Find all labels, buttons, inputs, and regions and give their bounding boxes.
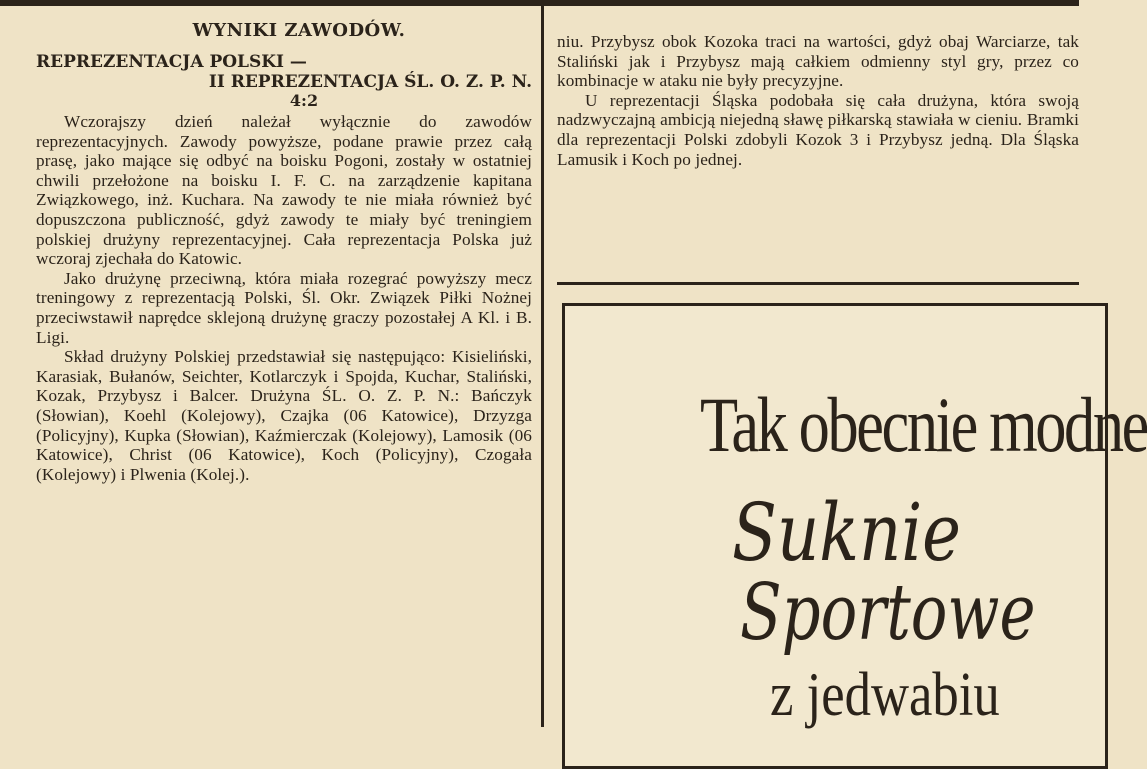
article-paragraph: Wczorajszy dzień należał wyłącznie do zawodów reprezentacyjnych. Zawody powyższe, podane prawie przez całą prasę, jako mające się odbyć na boisku Pogoni, zostały w ostatniej chwili przełożone na boisku I. F. C. na zarządzenie kapitana Związkowego, inż. Kuchara. Na zawody te nie miała również być dopuszczona publiczność, gdyż zawody te miały być treningiem polskiej drużyny reprezentacyjnej. Cała reprezentacja Polska już wczoraj zjechała do Katowic.	[36, 112, 532, 269]
match-title-line2: II REPREZENTACJA ŚL. O. Z. P. N.	[208, 72, 532, 92]
column-divider	[541, 0, 544, 727]
article-paragraph: Skład drużyny Polskiej przedstawiał się następująco: Kisieliński, Karasiak, Bułanów, Seichter, Kotlarczyk i Spojda, Kuchar, Staliński, Kozak, Przybysz i Balcer. Drużyna ŚL. O. Z. P. N.: Bańczyk (Słowian), Koehl (Kolejowy), Czajka (06 Katowice), Drzyzga (Policyjny), Kupka (Słowian), Kaźmierczak (Kolejowy), Lamosik (06 Katowice), Christ (06 Katowice), Koch (Policyjny), Czogała (Kolejowy) i Plwenia (Kolej.).	[36, 347, 532, 484]
article-paragraph: niu. Przybysz obok Kozoka traci na wartości, gdyż obaj Warciarze, tak Staliński jak i Przybysz mają całkiem odmienny styl gry, przez co kombinacje w ataku nie były precyzyjne.	[557, 32, 1079, 91]
ad-script-line2: Sportowe	[740, 568, 1036, 658]
ad-headline: Tak obecnie modne	[700, 381, 1147, 468]
ad-tagline: z jedwabiu	[770, 661, 1000, 729]
article-paragraph: Jako drużynę przeciwną, która miała rozegrać powyższy mecz treningowy z reprezentacją Polski, Śl. Okr. Związek Piłki Nożnej przeciwstawił naprędce sklejoną drużynę graczy pozostałej A Kl. i B. Ligi.	[36, 268, 532, 347]
article-column-left	[36, 20, 532, 484]
section-heading: WYNIKI ZAWODÓW.	[192, 20, 406, 41]
match-score: 4:2	[289, 91, 319, 110]
article-paragraph: U reprezentacji Śląska podobała się cała drużyna, która swoją nadzwyczajną ambicją niejedną sławę piłkarską stawiała w cieniu. Bramki dla reprezentacji Polski zdobyli Kozok 3 i Przybysz jedną. Dla Śląska Lamusik i Koch po jednej.	[557, 90, 1079, 169]
match-title-line1: REPREZENTACJA POLSKI —	[36, 52, 307, 72]
section-rule	[557, 282, 1079, 285]
article-column-right	[557, 0, 1079, 169]
ad-script-line1: Suknie	[732, 486, 961, 579]
